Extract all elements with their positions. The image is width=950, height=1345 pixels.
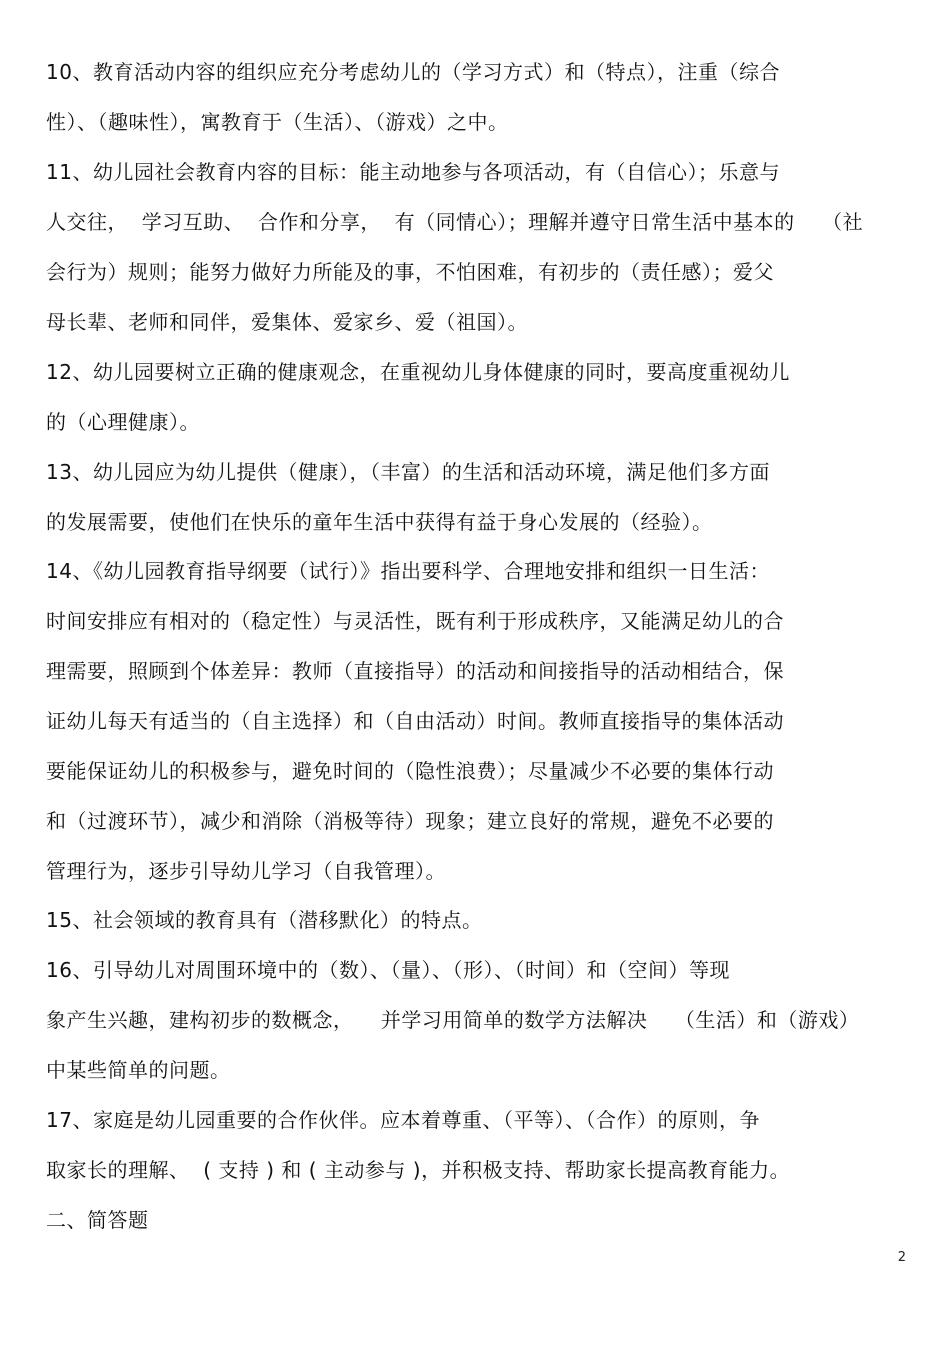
text-line: 13、幼儿园应为幼儿提供（健康），（丰富）的生活和活动环境，满足他们多方面 bbox=[46, 460, 770, 484]
text-line: 的发展需要，使他们在快乐的童年生活中获得有益于身心发展的（经验）。 bbox=[46, 510, 713, 534]
text-line: 性）、（趣味性），寓教育于（生活）、（游戏）之中。 bbox=[46, 110, 509, 134]
text-line: 16、引导幼儿对周围环境中的（数）、（量）、（形）、（时间）和（空间）等现 bbox=[46, 958, 730, 982]
text-line: 证幼儿每天有适当的（自主选择）和（自由活动）时间。教师直接指导的集体活动 bbox=[46, 709, 784, 733]
section-heading: 二、简答题 bbox=[46, 1208, 149, 1232]
text-line: 理需要，照顾到个体差异：教师（直接指导）的活动和间接指导的活动相结合，保 bbox=[46, 659, 784, 683]
text-line: 要能保证幼儿的积极参与，避免时间的（隐性浪费）；尽量减少不必要的集体行动 bbox=[46, 759, 774, 783]
text-line: 11、幼儿园社会教育内容的目标：能主动地参与各项活动，有（自信心）；乐意与 bbox=[46, 160, 780, 184]
text-line: 会行为）规则；能努力做好力所能及的事，不怕困难，有初步的（责任感）；爱父 bbox=[46, 260, 774, 284]
text-line: 取家长的理解、 ( 支持 ) 和 ( 主动参与 )，并积极支持、帮助家长提高教育能力。 bbox=[46, 1158, 791, 1182]
text-line: 的（心理健康）。 bbox=[46, 410, 200, 434]
text-line: 人交往， 学习互助、 合作和分享， 有（同情心）；理解并遵守日常生活中基本的 （社 bbox=[46, 210, 864, 234]
text-line: 时间安排应有相对的（稳定性）与灵活性，既有利于形成秩序，又能满足幼儿的合 bbox=[46, 609, 784, 633]
text-line: 中某些简单的问题。 bbox=[46, 1058, 231, 1082]
text-line: 象产生兴趣，建构初步的数概念， 并学习用简单的数学方法解决 （生活）和（游戏） bbox=[46, 1008, 860, 1032]
page-number: 2 bbox=[897, 1250, 906, 1265]
text-line: 和（过渡环节），减少和消除（消极等待）现象；建立良好的常规，避免不必要的 bbox=[46, 809, 774, 833]
text-line: 12、幼儿园要树立正确的健康观念，在重视幼儿身体健康的同时，要高度重视幼儿 bbox=[46, 360, 790, 384]
text-line: 15、社会领域的教育具有（潜移默化）的特点。 bbox=[46, 908, 483, 932]
text-line: 管理行为，逐步引导幼儿学习（自我管理）。 bbox=[46, 859, 446, 883]
text-line: 14、《幼儿园教育指导纲要（试行）》指出要科学、合理地安排和组织一日生活： bbox=[46, 559, 770, 583]
text-line: 母长辈、老师和同伴，爱集体、爱家乡、爱（祖国）。 bbox=[46, 310, 528, 334]
text-line: 10、教育活动内容的组织应充分考虑幼儿的（学习方式）和（特点），注重（综合 bbox=[46, 60, 780, 84]
text-line: 17、家庭是幼儿园重要的合作伙伴。应本着尊重、（平等）、（合作）的原则，争 bbox=[46, 1108, 760, 1132]
